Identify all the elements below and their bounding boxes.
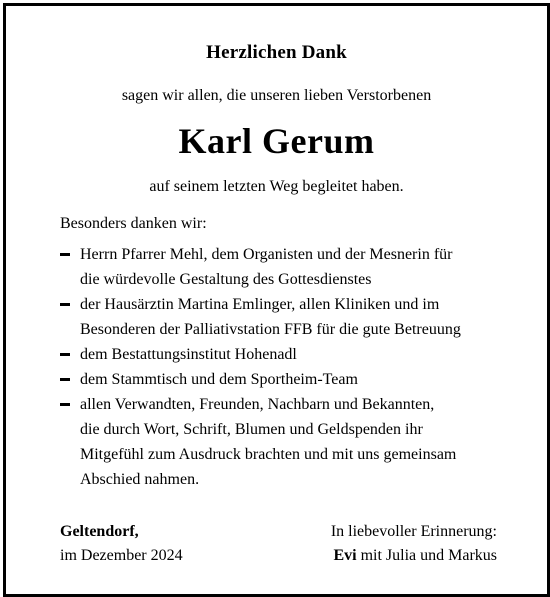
thanks-list <box>60 242 520 492</box>
obituary-notice <box>3 3 550 597</box>
list-item <box>60 367 520 392</box>
signer-name: Evi <box>333 547 357 564</box>
footer-place-date <box>60 520 183 568</box>
list-item-line: Herrn Pfarrer Mehl, dem Organisten und der Mesnerin für <box>80 246 453 263</box>
list-item-line: Mitgefühl zum Ausdruck brachten und mit uns gemeinsam <box>80 446 457 463</box>
heading: Herzlichen Dank <box>206 42 347 63</box>
list-item-line: die durch Wort, Schrift, Blumen und Geldspenden ihr <box>80 421 423 438</box>
dash-bullet-icon <box>60 253 70 256</box>
list-item <box>60 392 520 492</box>
outro-text: auf seinem letzten Weg begleitet haben. <box>149 178 404 195</box>
dash-bullet-icon <box>60 378 70 381</box>
memory-text: In liebevoller Erinnerung: <box>330 523 497 540</box>
signer-rest: mit Julia und Markus <box>356 547 497 564</box>
list-item-line: dem Stammtisch und dem Sportheim-Team <box>80 371 358 388</box>
deceased-name: Karl Gerum <box>178 121 375 161</box>
list-item-line: dem Bestattungsinstitut Hohenadl <box>80 346 297 363</box>
place: Geltendorf, <box>60 523 139 540</box>
list-item-line: Besonderen der Palliativstation FFB für die gute Betreuung <box>80 321 461 338</box>
list-item <box>60 292 520 342</box>
list-item <box>60 242 520 292</box>
dash-bullet-icon <box>60 353 70 356</box>
list-item-line: der Hausärztin Martina Emlinger, allen Kliniken und im <box>80 296 440 313</box>
list-item-line: allen Verwandten, Freunden, Nachbarn und Bekannten, <box>80 396 435 413</box>
dash-bullet-icon <box>60 403 70 406</box>
date: im Dezember 2024 <box>60 547 183 564</box>
thanks-intro: Besonders danken wir: <box>60 215 207 232</box>
list-item-line: die würdevolle Gestaltung des Gottesdienstes <box>80 271 372 288</box>
list-item-line: Abschied nahmen. <box>80 471 200 488</box>
intro-text: sagen wir allen, die unseren lieben Verstorbenen <box>121 87 432 104</box>
list-item <box>60 342 520 367</box>
footer-signature <box>331 520 497 568</box>
signer-line <box>331 544 497 568</box>
dash-bullet-icon <box>60 303 70 306</box>
